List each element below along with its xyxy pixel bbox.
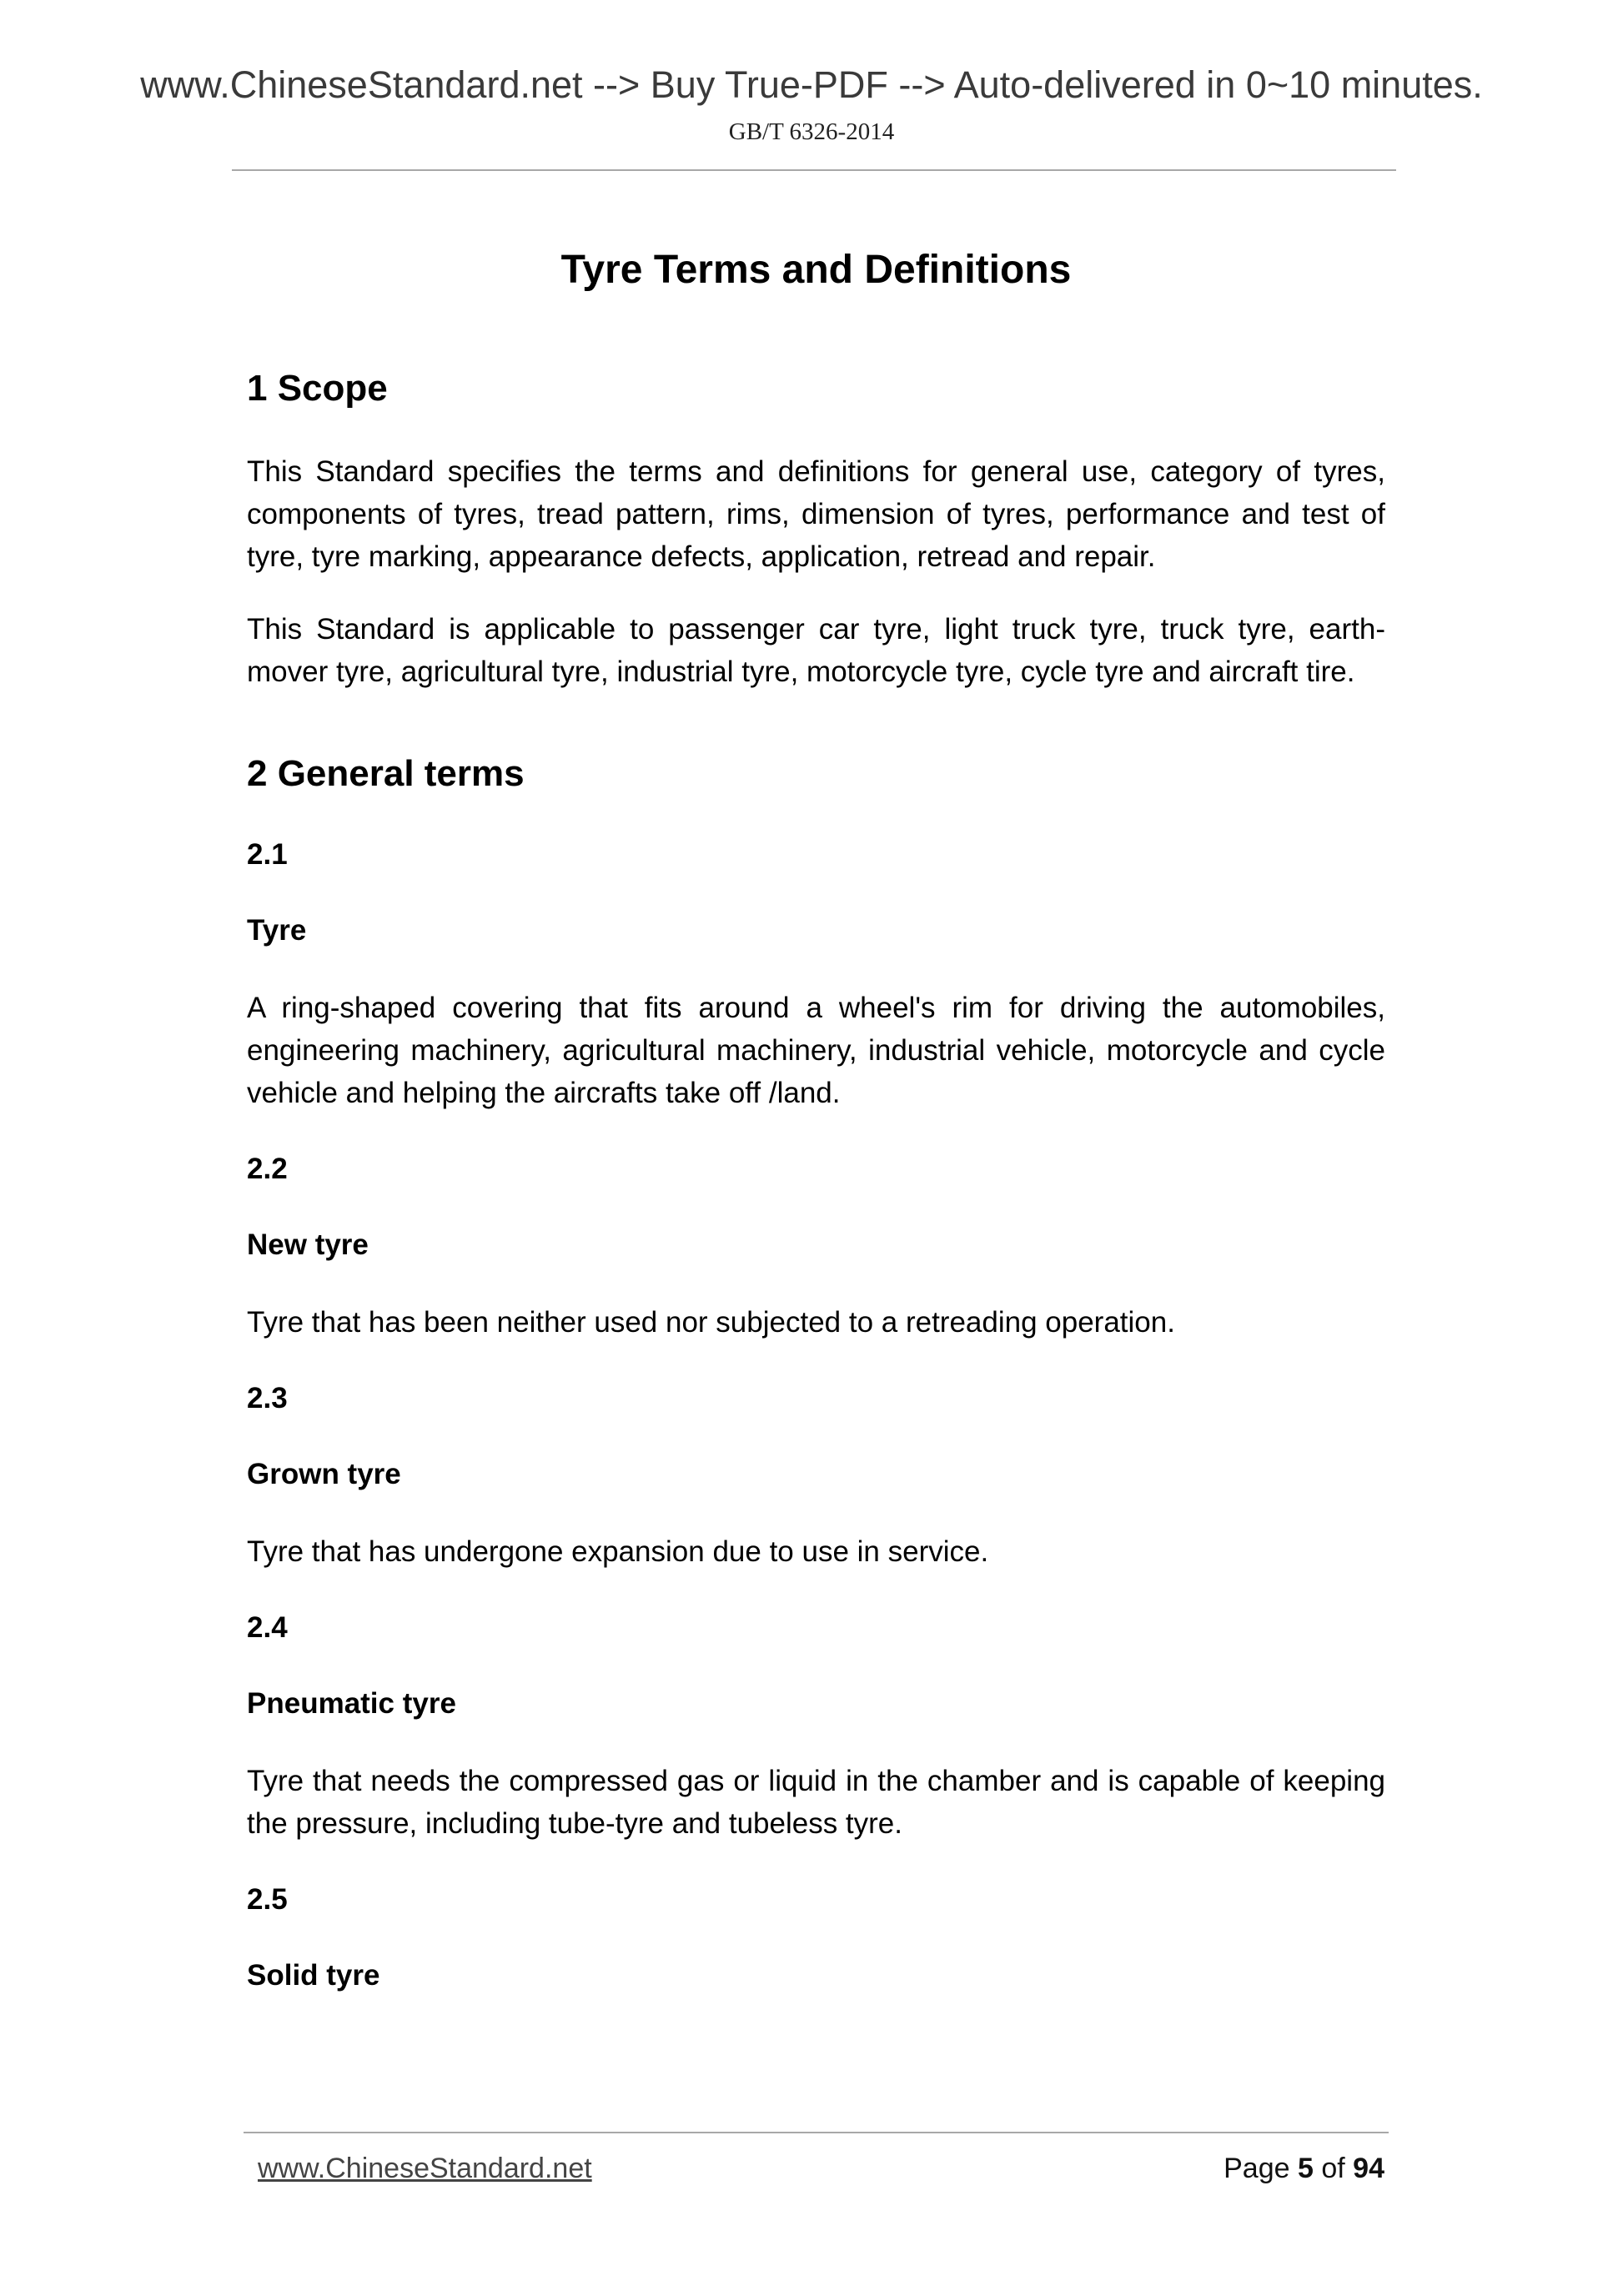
term-name: Grown tyre xyxy=(247,1458,401,1491)
term-name: Solid tyre xyxy=(247,1959,380,1992)
section-heading-general-terms: 2 General terms xyxy=(247,752,525,794)
page-total: 94 xyxy=(1353,2153,1384,2184)
term-definition: Tyre that has been neither used nor subjected to a retreading operation. xyxy=(247,1306,1175,1339)
header-divider xyxy=(232,169,1396,171)
page-of-label: of xyxy=(1321,2153,1345,2184)
document-body xyxy=(247,247,1385,2032)
scope-paragraph: This Standard specifies the terms and definitions for general use, category of tyres, components of tyres, tread pattern, rims, dimension of tyres, performance and test of tyre, tyre marking, appearance defects, application, retread and repair. xyxy=(247,455,1385,573)
footer-website-link[interactable]: www.ChineseStandard.net xyxy=(258,2153,592,2184)
page-label: Page xyxy=(1224,2153,1290,2184)
term-entry xyxy=(247,1608,1385,1845)
scope-paragraph: This Standard is applicable to passenger car tyre, light truck tyre, truck tyre, earth-mover tyre, agricultural tyre, industrial tyre, motorcycle tyre, cycle tyre and aircraft tire. xyxy=(247,612,1385,688)
term-name: New tyre xyxy=(247,1228,369,1262)
document-number: GB/T 6326-2014 xyxy=(728,118,895,145)
term-name: Pneumatic tyre xyxy=(247,1687,456,1721)
section-heading-scope: 1 Scope xyxy=(247,368,388,409)
term-name: Tyre xyxy=(247,914,307,947)
term-entry xyxy=(247,1149,1385,1344)
footer-divider xyxy=(244,2132,1389,2133)
term-entry xyxy=(247,1880,1385,1995)
term-number: 2.5 xyxy=(247,1883,288,1917)
term-entry xyxy=(247,835,1385,1114)
header-banner: www.ChineseStandard.net --> Buy True-PDF --> Auto-delivered in 0~10 minutes. xyxy=(140,63,1483,106)
term-definition: Tyre that needs the compressed gas or liquid in the chamber and is capable of keeping the pressure, including tube-tyre and tubeless tyre. xyxy=(247,1765,1385,1841)
page-current: 5 xyxy=(1297,2153,1314,2184)
page-indicator xyxy=(1224,2153,1384,2185)
term-number: 2.1 xyxy=(247,838,288,872)
document-title: Tyre Terms and Definitions xyxy=(560,248,1072,292)
term-number: 2.3 xyxy=(247,1382,288,1415)
term-definition: A ring-shaped covering that fits around a wheel's rim for driving the automobiles, engineering machinery, agricultural machinery, industrial vehicle, motorcycle and cycle vehicle and helping the aircrafts take off /land. xyxy=(247,992,1385,1110)
term-entry xyxy=(247,1379,1385,1573)
term-number: 2.2 xyxy=(247,1153,288,1186)
term-definition: Tyre that has undergone expansion due to use in service. xyxy=(247,1535,989,1569)
term-number: 2.4 xyxy=(247,1611,288,1645)
